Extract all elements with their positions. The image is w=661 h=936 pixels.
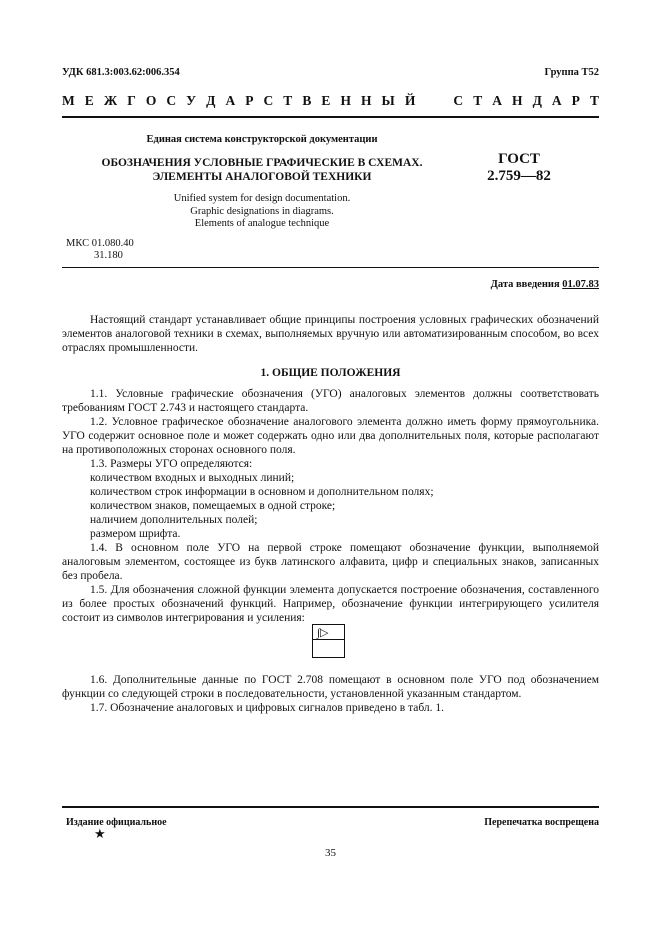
banner-letter: А (551, 93, 562, 108)
banner-letter: Т (473, 93, 483, 108)
banner-letter: Н (340, 93, 351, 108)
banner-letter: С (166, 93, 177, 108)
list-item: количеством знаков, помещаемых в одной строке; (90, 500, 336, 512)
intro-block (62, 313, 599, 355)
english-title (62, 193, 462, 231)
banner-letter: Д (206, 93, 216, 108)
date-value: 01.07.83 (562, 279, 599, 290)
list-item: количеством строк информации в основном и дополнительном полях; (90, 486, 434, 498)
footer-rule (62, 806, 599, 808)
banner-letter: О (145, 93, 157, 108)
section-body-2 (62, 673, 599, 715)
banner-letter: У (186, 93, 197, 108)
english-line-1: Unified system for design documentation. (173, 193, 351, 204)
paragraph-1-5: 1.5. Для обозначения сложной функции элемента допускается построение обозначения, составленного из более простых обозначений функций. Например, обозначение функции интегрирующего усилителя состоит из символов интегрирования и усиления: (62, 584, 599, 624)
standard-banner (62, 93, 599, 109)
title-line-2: ЭЛЕМЕНТЫ АНАЛОГОВОЙ ТЕХНИКИ (152, 171, 372, 183)
banner-letter: Е (84, 93, 94, 108)
banner-letter: Н (512, 93, 523, 108)
banner-letter: В (302, 93, 312, 108)
paragraph-1-2: 1.2. Условное графическое обозначение аналогового элемента должно иметь форму прямоугольника. УГО содержит основное поле и может содержать одно или два дополнительных поля, которые располагают на противоположных сторонах основного поля. (62, 416, 599, 456)
gost-number: 2.759—82 (487, 168, 551, 184)
banner-letter: Д (532, 93, 542, 108)
banner-letter: Ж (103, 93, 118, 108)
english-line-3: Elements of analogue technique (194, 218, 330, 229)
banner-letter: С (263, 93, 274, 108)
star-icon: ★ (94, 826, 106, 841)
list-item: количеством входных и выходных линий; (90, 472, 295, 484)
banner-letter: Е (321, 93, 331, 108)
banner-letter: Т (283, 93, 293, 108)
mks-line-1: МКС 01.080.40 (66, 238, 134, 249)
header-rule (62, 116, 599, 118)
paragraph-1-6: 1.6. Дополнительные данные по ГОСТ 2.708 помещают в основном поле УГО под обозначением функции со следующей строки в последовательности, установленной указанным стандартом. (62, 674, 599, 700)
mks-line-2: 31.180 (94, 250, 123, 261)
ugo-example-box (312, 624, 345, 658)
date-label: Дата введения (490, 279, 560, 290)
banner-letter: Ы (381, 93, 395, 108)
group-code: Группа Т52 (544, 67, 599, 78)
title-line-1: ОБОЗНАЧЕНИЯ УСЛОВНЫЕ ГРАФИЧЕСКИЕ В СХЕМАХ. (101, 157, 423, 169)
ugo-divider (313, 639, 344, 640)
banner-letter: Р (245, 93, 254, 108)
system-name: Единая система конструкторской документации (146, 134, 378, 145)
paragraph-1-4: 1.4. В основном поле УГО на первой строке помещают обозначение функции, выполняемой аналоговым элементом, состоящее из букв латинского алфавита, цифр и специальных знаков, записанных без пробела. (62, 542, 599, 582)
banner-letter: Р (571, 93, 580, 108)
banner-letter: Н (360, 93, 372, 108)
banner-letter: А (225, 93, 236, 108)
paragraph-1-3: 1.3. Размеры УГО определяются: (90, 458, 253, 470)
page-number: 35 (325, 847, 336, 859)
gost-designation (470, 151, 568, 185)
mks-codes (66, 238, 134, 262)
paragraph-1-7: 1.7. Обозначение аналоговых и цифровых сигналов приведено в табл. 1. (90, 702, 445, 714)
banner-letter: Т (589, 93, 599, 108)
intro-paragraph: Настоящий стандарт устанавливает общие принципы построения условных графических обозначений элементов аналоговой техники в схемах, выполняемых вручную или автоматизированным способом, во всех отраслях промышленности. (62, 314, 599, 354)
banner-letter: Й (404, 93, 416, 108)
banner-letter: М (62, 93, 75, 108)
integrating-amplifier-symbol: ∫▷ (317, 627, 329, 639)
title-rule (62, 267, 599, 268)
banner-letter: А (492, 93, 502, 108)
udk-code: УДК 681.3:003.62:006.354 (62, 67, 180, 78)
list-item: наличием дополнительных полей; (90, 514, 258, 526)
paragraph-1-1: 1.1. Условные графические обозначения (УГО) аналоговых элементов должны соответствовать требованиям ГОСТ 2.743 и настоящего стандарта. (62, 388, 599, 414)
reprint-prohibited: Перепечатка воспрещена (484, 817, 599, 828)
section-body-1 (62, 387, 599, 625)
document-title (62, 156, 462, 184)
gost-label: ГОСТ (498, 151, 540, 167)
banner-letter: Г (127, 93, 136, 108)
section-heading: 1. ОБЩИЕ ПОЛОЖЕНИЯ (260, 367, 401, 379)
introduction-date (491, 279, 599, 290)
list-item: размером шрифта. (90, 528, 181, 540)
official-edition: Издание официальное (66, 817, 167, 828)
english-line-2: Graphic designations in diagrams. (190, 205, 334, 217)
banner-letter: С (453, 93, 464, 108)
